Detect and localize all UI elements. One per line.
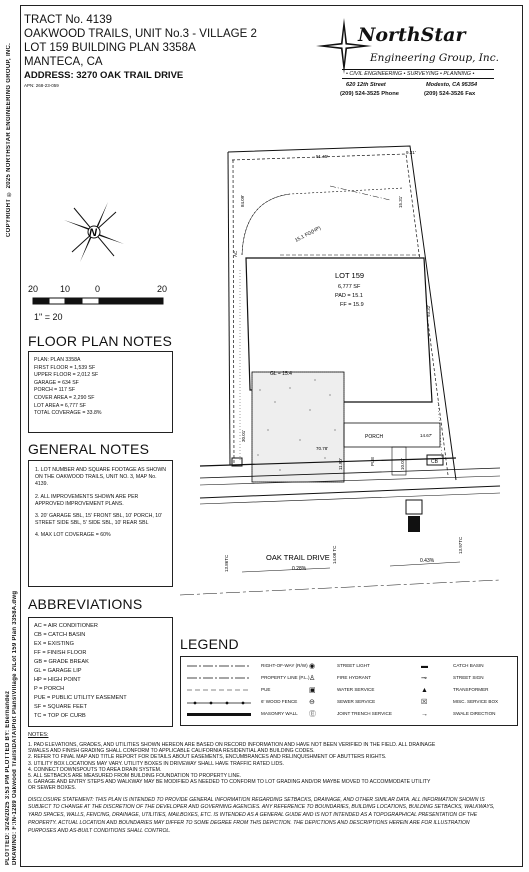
scale-label-0: 0 [95,284,101,294]
dim-right-top: 15.31' [398,195,403,208]
dim-front-2: 11.90' [338,458,343,470]
note-line: 1. PAD ELEVATIONS, GRADES, AND UTILITIES SHOWN HEREON ARE BASED ON RECORD INFORMATION AND HAVE NOT BEEN VERIFIED IN THE FIELD. ALL DRAINAGE [28,742,436,748]
slope-1: 0.28% [292,566,307,572]
city: MANTECA, CA [24,56,103,68]
fp-item: PLAN: PLAN 3358A [34,357,81,363]
dim-side: 30.01' [241,429,246,442]
dim-diag: 15.1 FG(HP) [294,225,322,244]
scale-ratio: 1" = 20 [34,312,63,322]
note-line: SWALES AND FINISH GRADING SHALL CONFORM TO APPLICABLE CALIFORNIA RESIDENTIAL AND BUILDING CODES. [28,748,315,755]
legend-swale-direction: SWALE DIRECTION [453,711,496,716]
drawing-path-text: DRAWING: F:\N-1289 Oakwood Trails\DATA\Plot Plans\Village 2\Lot 159 Plan 3358A.dwg [12,590,18,865]
swale-direction-icon: → [421,711,428,718]
abbr-item: TC = TOP OF CURB [34,713,86,719]
abbr-item: SF = SQUARE FEET [34,704,87,710]
legend-street-light: STREET LIGHT [337,663,370,668]
svg-text:N: N [89,227,97,239]
company-address-2: Modesto, CA 95354 [426,82,478,88]
pue-label: PUE [370,456,375,466]
pad-label: PAD = 15.1 [335,293,363,299]
legend-sewer-service: SEWER SERVICE [337,699,376,704]
tc-1: 13.86TC [224,554,229,572]
company-name-line1: NorthStar [358,24,466,46]
disclosure-statement: DISCLOSURE STATEMENT: THIS PLAN IS INTENDED TO PROVIDE GENERAL INFORMATION REGARDING SETBACKS, DRAINAGE, AND OTHER SIMILAR DATA. ALL INFORMATION SHOWN IS SUBJECT TO CHANGE AT THE DISCRETION OF THE DEVELOPER AND GOVERNING AGENCIES. ANY REFERENCE TO BOUNDARIES, BUILDING LOCATIONS, BUILDING SETBACKS, WALKWAYS, YARD SPACES, WALLS, FENCING, DRAINAGE, UTILITIES, MAILBOXES, ETC. IS INTENDED AS A GENERAL GUIDE AND IS NOT INTENDED AS A TOPOGRAPHICAL PRESENTATION OF THE PROPERTY. ACTUAL LOCATION AND BOUNDARIES MAY DIFFER TO SOME DEGREE FROM THIS DEPICTION. THE DEPICTIONS AND DESCRIPTIONS HEREIN ARE FOR ILLUSTRATION PURPOSES AND AS-BUILT CONDITIONS SHALL CONTROL. [28,796,495,834]
address: ADDRESS: 3270 OAK TRAIL DRIVE [24,70,184,81]
abbreviations-box [28,617,173,727]
note-line: 3. UTILITY BOX LOCATIONS MAY VARY. UTILITY BOXES IN DRIVEWAY SHALL HAVE TRAFFIC RATED LIDS. [28,760,284,767]
dim-front-4: 14.67' [420,433,433,438]
company-phone: (209) 524-3525 Phone [340,91,399,97]
note-line: 2. REFER TO FINAL MAP AND TITLE REPORT FOR DETAILS ABOUT EASEMENTS, ENCUMBRANCES AND RELINQUISHMENT OF ABUTTERS RIGHTS. [28,754,387,761]
joint-trench-icon: Ⓔ [309,711,316,718]
note-line: OR SEWER BOXES. [28,785,77,792]
fp-item: FIRST FLOOR = 1,539 SF [34,364,96,371]
copyright-text: COPYRIGHT © 2025 NORTHSTAR ENGINEERING GROUP, INC. [6,42,12,237]
fp-item: UPPER FLOOR = 2,012 SF [34,372,99,379]
gn-item: 4. MAX LOT COVERAGE = 60% [35,532,111,539]
cb-label: CB [431,459,438,465]
lot-area-label: 6,777 SF [338,284,361,290]
note-line: 5. ALL SETBACKS ARE MEASURED FROM BUILDING FOUNDATION TO PROPERTY LINE. [28,773,242,780]
abbr-item: PUE = PUBLIC UTILITY EASEMENT [34,695,127,701]
catch-basin-icon: ▬ [421,663,428,670]
floor-plan-notes-box [28,351,173,433]
ff-label: FF = 15.9 [340,302,364,308]
street-light-icon: ◉ [309,663,316,670]
dim-left: 84.09' [240,194,245,207]
notes-heading: NOTES: [28,732,49,738]
north-arrow-icon [56,194,132,270]
fp-item: PORCH = 117 SF [34,387,75,394]
company-block [312,14,517,104]
note-line: 6. GARAGE AND ENTRY STEPS AND WALKWAY MAY BE MODIFIED AS NEEDED TO CONFORM TO LOT GRADING AND/OR MAYBE MOVED TO ACCOMMODATE UTILITY [28,779,431,786]
legend-joint-trench: JOINT TRENCH SERVICE [337,711,392,716]
gn-item: 1. LOT NUMBER AND SQUARE FOOTAGE AS SHOWN ON THE OAKWOOD TRAILS, UNIT NO. 3, MAP No. 4139. [35,467,166,488]
legend-fire-hydrant: FIRE HYDRANT [337,675,371,680]
legend-row-of-way: RIGHT-OF-WAY (R/W) [261,663,308,668]
lot-number-label: LOT 159 [335,271,365,280]
street-name: OAK TRAIL DRIVE [266,553,330,562]
tc-3: 13.97TC [458,536,463,554]
legend-transformer: TRANSFORMER [453,687,489,692]
company-fax: (209) 524-3526 Fax [424,91,476,97]
general-notes-heading: GENERAL NOTES [28,441,150,457]
abbr-item: CB = CATCH BASIN [34,632,86,638]
notes-section [28,732,518,836]
abbreviations-heading: ABBREVIATIONS [28,596,143,612]
legend-wood-fence: 6' WOOD FENCE [261,699,298,704]
misc-service-box-icon: ☒ [421,699,428,706]
street-sign-icon: ⊸ [421,675,427,682]
fp-item: TOTAL COVERAGE = 33.8% [34,410,102,417]
legend-property-line: PROPERTY LINE (P.L.) [261,675,310,680]
legend-misc-service-box: MISC. SERVICE BOX [453,699,499,704]
lot-building-plan: LOT 159 BUILDING PLAN 3358A [24,42,196,54]
abbr-item: HP = HIGH POINT [34,677,81,683]
slope-2: 0.43% [420,558,435,564]
site-plan-drawing [180,140,518,610]
gn-item: 3. 20' GARAGE SBL, 15' FRONT SBL, 10' PORCH, 10' STREET SIDE SBL, 5' SIDE SBL, 10' REAR SBL [35,513,162,527]
general-notes-box [28,460,173,587]
fire-hydrant-icon: ♙ [309,675,316,682]
legend-water-service: WATER SERVICE [337,687,375,692]
dim-top-2: 9.31' [406,150,416,155]
scale-label-10: 10 [60,284,71,294]
note-line: 4. CONNECT DOWNSPOUTS TO AREA DRAIN SYSTEM. [28,766,162,773]
gn-item: 2. ALL IMPROVEMENTS SHOWN ARE PER APPROVED IMPROVEMENT PLANS. [35,493,139,507]
ac-label: AC [233,250,238,257]
transformer-icon: ▲ [421,687,428,694]
fp-item: GARAGE = 634 SF [34,379,79,386]
abbr-item: P = PORCH [34,686,65,692]
legend-pue: PUE [261,687,271,692]
plotted-text: PLOTTED: 3/24/2025 3:53 PM PLOTTED BY: Ebernandez [5,690,11,865]
water-service-icon: ▣ [309,687,316,694]
scale-bar [30,284,170,324]
scale-label-20b: 20 [157,284,168,294]
legend-box [180,656,518,726]
fp-item: LOT AREA = 6,777 SF [34,402,86,409]
dim-rear: 93.32' [426,304,431,317]
floor-plan-notes-heading: FLOOR PLAN NOTES [28,333,173,349]
company-services: • CIVIL ENGINEERING • SURVEYING • PLANNING • [346,71,475,77]
dim-front-3: 10.01' [400,457,405,470]
gl-label: GL = 15.4 [270,371,292,377]
abbr-item: EX = EXISTING [34,641,74,647]
subdivision-name: OAKWOOD TRAILS, UNIT No.3 - VILLAGE 2 [24,28,257,40]
abbr-item: AC = AIR CONDITIONER [34,623,98,629]
company-address-1: 620 12th Street [346,82,386,88]
legend-catch-basin: CATCH BASIN [453,663,484,668]
legend-heading: LEGEND [180,636,239,652]
legend-street-sign: STREET SIGN [453,675,484,680]
dim-top: 51.45' [316,154,329,159]
dim-front-1: 70.78' [316,446,329,451]
apn: APN: 268-23-059 [24,83,59,88]
legend-masonry-wall: MASONRY WALL [261,711,298,716]
fp-item: COVER AREA = 2,290 SF [34,394,95,401]
abbr-item: FF = FINISH FLOOR [34,650,87,656]
porch-label: PORCH [365,434,384,440]
abbr-item: GB = GRADE BREAK [34,659,89,665]
title-block [24,13,257,88]
scale-label-20a: 20 [28,284,39,294]
sewer-service-icon: ⊖ [309,699,315,706]
tract-number: TRACT No. 4139 [24,14,112,26]
company-name-line2: Engineering Group, Inc. [370,52,499,64]
abbr-item: GL = GARAGE LIP [34,668,82,674]
tc-2: 14.08 TC [332,545,337,564]
